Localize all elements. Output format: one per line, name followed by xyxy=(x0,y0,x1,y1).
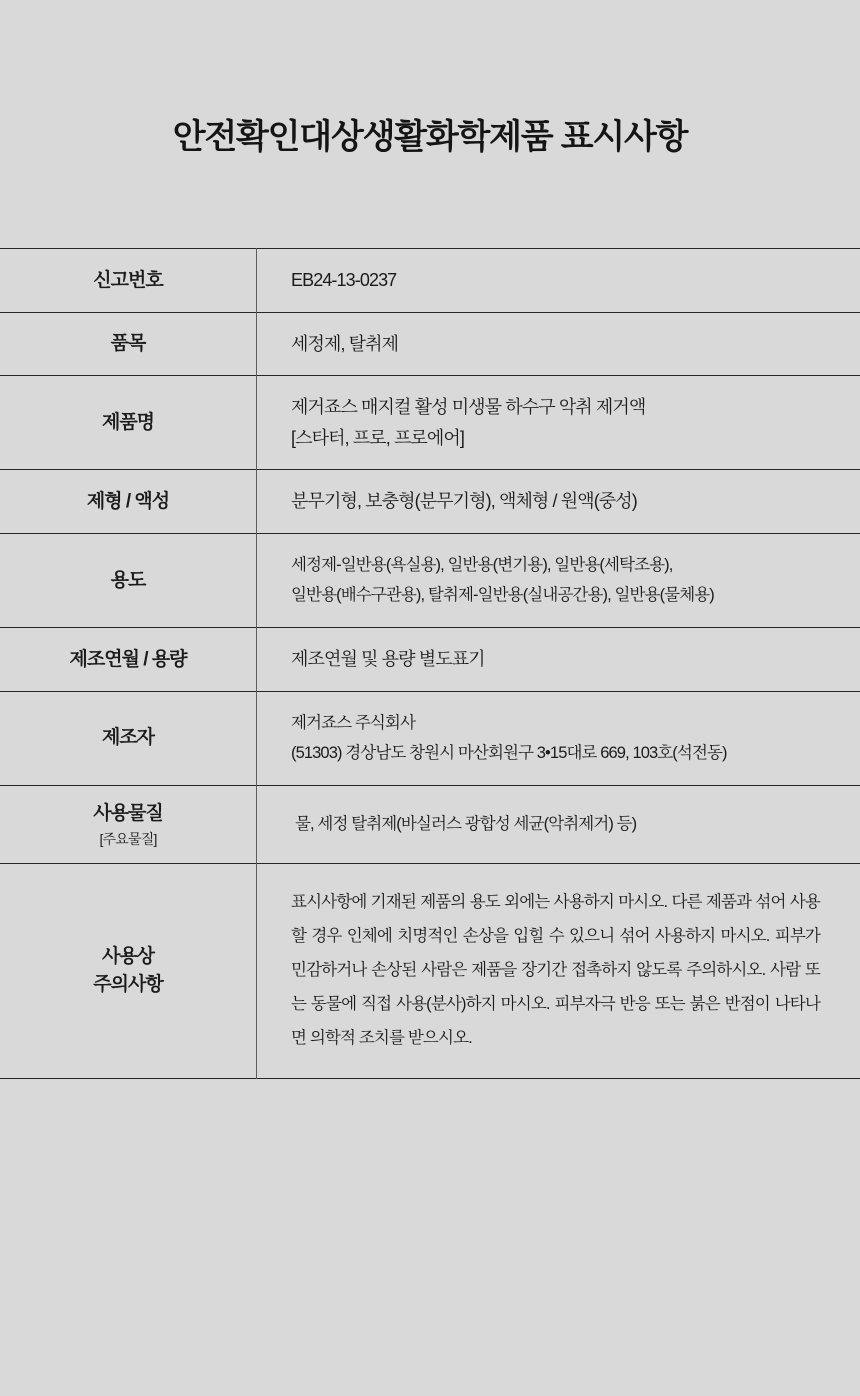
row-label-product-name: 제품명 xyxy=(0,376,257,470)
table-row xyxy=(0,691,860,785)
product-spec-table xyxy=(0,248,860,1079)
table-row xyxy=(0,470,860,534)
table-row xyxy=(0,249,860,313)
value-line: 제거죠스 매지컬 활성 미생물 하수구 악취 제거액 xyxy=(291,397,646,418)
value-line: 세정제-일반용(욕실용), 일반용(변기용), 일반용(세탁조용), xyxy=(291,555,673,574)
row-label-manufacturer: 제조자 xyxy=(0,691,257,785)
table-row xyxy=(0,533,860,627)
row-value-form-liquidity xyxy=(257,470,860,534)
row-label-cautions-line2: 주의사항 xyxy=(93,974,163,995)
row-label-cautions-line1: 사용상 xyxy=(101,946,155,968)
value-line: (51303) 경상남도 창원시 마산회원구 3•15대로 669, 103호(석전동) xyxy=(291,744,727,763)
value-line: 일반용(배수구관용), 탈취제-일반용(실내공간용), 일반용(물체용) xyxy=(291,586,714,605)
table-row xyxy=(0,376,860,470)
page-title: 안전확인대상생활화학제품 표시사항 xyxy=(172,117,688,156)
value-line: EB24-13-0237 xyxy=(291,270,397,290)
title-area xyxy=(0,0,860,248)
row-value-cautions: 표시사항에 기재된 제품의 용도 외에는 사용하지 마시오. 다른 제품과 섞어 사용할 경우 인체에 치명적인 손상을 입힐 수 있으니 섞어 사용하지 마시오. 피부가 민감하거나 손상된 사람은 제품을 장기간 접촉하지 않도록 주의하시오. 사람 또는 동물에 직접 사용(분사)하지 마시오. 피부자극 반응 또는 붉은 반점이 나타나면 의학적 조치를 받으시오. xyxy=(291,893,820,1047)
value-line: 물, 세정 탈취제(바실러스 광합성 세균(악취제거) 등) xyxy=(295,815,637,834)
row-label-manufacture-date-volume: 제조연월 / 용량 xyxy=(0,628,257,692)
value-line: 제거죠스 주식회사 xyxy=(291,713,415,732)
row-label-substances-sub: [주요물질] xyxy=(99,831,157,848)
row-label-substances-main: 사용물질 xyxy=(93,802,163,824)
row-label-substances xyxy=(0,785,257,864)
bottom-spacer xyxy=(0,1079,860,1396)
value-line: [스타터, 프로, 프로에어] xyxy=(291,427,464,448)
table-row xyxy=(0,628,860,692)
row-label-item: 품목 xyxy=(0,312,257,376)
row-value-usage xyxy=(257,533,860,627)
row-label-declaration-number: 신고번호 xyxy=(0,249,257,313)
row-value-manufacture-date-volume xyxy=(257,628,860,692)
table-row xyxy=(0,312,860,376)
row-value-item xyxy=(257,312,860,376)
row-value-declaration-number xyxy=(257,249,860,313)
value-line: 세정제, 탈취제 xyxy=(291,333,399,354)
value-line: 분무기형, 보충형(분무기형), 액체형 / 원액(중성) xyxy=(291,491,637,512)
table-row xyxy=(0,785,860,864)
row-value-product-name xyxy=(257,376,860,470)
row-value-substances xyxy=(257,785,860,864)
row-label-form-liquidity: 제형 / 액성 xyxy=(0,470,257,534)
row-label-cautions xyxy=(0,864,257,1078)
value-line: 제조연월 및 용량 별도표기 xyxy=(291,649,485,669)
row-label-usage: 용도 xyxy=(0,533,257,627)
row-value-manufacturer xyxy=(257,691,860,785)
table-row xyxy=(0,864,860,1078)
